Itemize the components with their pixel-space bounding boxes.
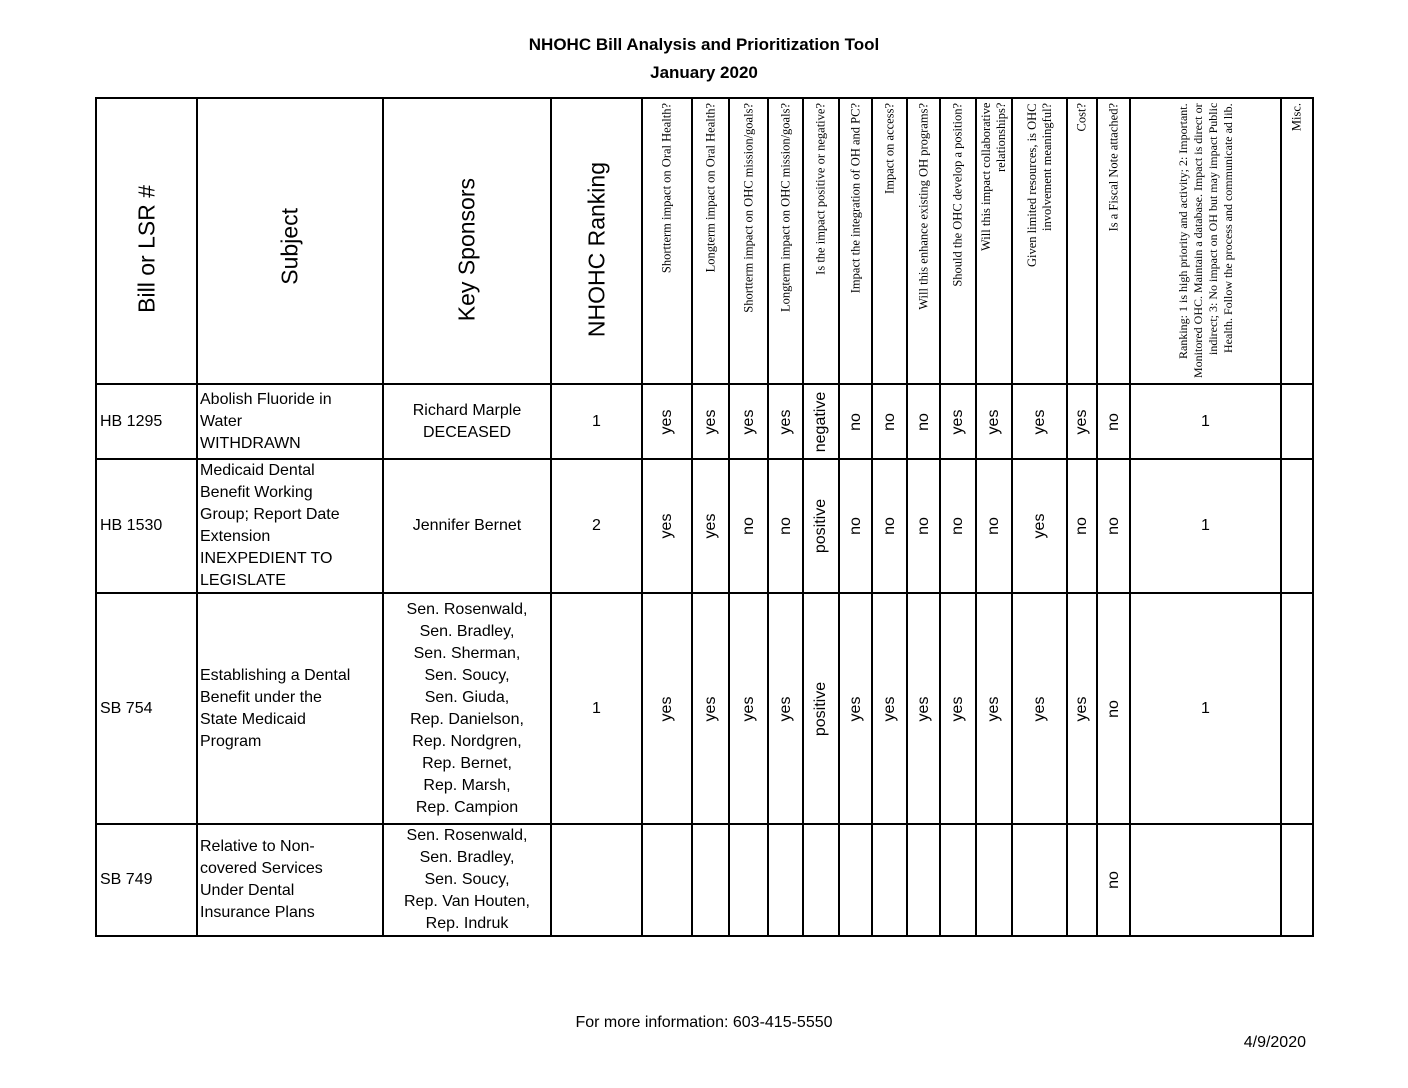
answer-value: yes: [846, 696, 864, 721]
answer-cell: [1012, 384, 1067, 459]
priority-cell: [1130, 384, 1281, 459]
cell-line: Sen. Rosenwald,: [406, 827, 528, 844]
column-header-q7: Impact on access?: [872, 98, 907, 384]
answer-cell: [642, 824, 692, 936]
answer-cell: [907, 824, 940, 936]
column-header-q4: Longterm impact on OHC mission/goals?: [768, 98, 803, 384]
contact-info: For more information: 603-415-5550: [575, 1014, 833, 1031]
answer-value: no: [1073, 517, 1090, 535]
bill-number-cell: [96, 459, 197, 593]
priority-cell: [1130, 593, 1281, 824]
answer-cell: [729, 824, 768, 936]
priority-value: 1: [1201, 517, 1210, 534]
cell-line: Benefit under the: [200, 688, 322, 706]
answer-cell: [940, 593, 976, 824]
answer-value: yes: [739, 409, 757, 434]
cell-line: Sen. Sherman,: [413, 644, 521, 662]
bill-number-cell: [96, 593, 197, 824]
answer-cell: [768, 824, 803, 936]
cell-line: Insurance Plans: [200, 904, 315, 921]
column-header-q12: Cost?: [1067, 98, 1097, 384]
cell-line: Jennifer Bernet: [412, 517, 522, 534]
misc-cell: [1281, 459, 1313, 593]
cell-line: Group; Report Date: [200, 506, 340, 523]
cell-line: Establishing a Dental: [200, 666, 351, 684]
cell-line: Rep. Nordgren,: [412, 732, 522, 750]
ranking-value: 2: [592, 517, 601, 534]
answer-cell: [692, 824, 729, 936]
answer-cell: [692, 459, 729, 593]
answer-cell: [872, 459, 907, 593]
answer-cell: [803, 824, 839, 936]
column-header-q10: Will this impact collaborative relationships?: [976, 98, 1012, 384]
ranking-value: 1: [592, 412, 601, 430]
answer-value: no: [880, 412, 898, 431]
cell-line: Sen. Soucy,: [424, 871, 510, 888]
answer-value: no: [914, 412, 932, 431]
answer-value: yes: [1073, 696, 1090, 721]
answer-value: no: [985, 517, 1002, 535]
cell-line: Water: [200, 412, 243, 430]
answer-cell: [940, 459, 976, 593]
cell-line: Extension: [200, 528, 271, 545]
answer-cell: [1097, 384, 1130, 459]
priority-value: 1: [1201, 412, 1210, 430]
answer-value: no: [776, 517, 794, 535]
column-header-q3: Shortterm impact on OHC mission/goals?: [729, 98, 768, 384]
answer-cell: [768, 593, 803, 824]
answer-value: yes: [985, 409, 1002, 434]
answer-cell: [729, 384, 768, 459]
table-body: [96, 384, 1313, 936]
column-header-q15: Misc.: [1281, 98, 1313, 384]
column-header-q8: Will this enhance existing OH programs?: [907, 98, 940, 384]
cell-line: Rep. Indruk: [425, 915, 509, 932]
cell-line: Rep. Bernet,: [422, 754, 512, 772]
cell-line: Rep. Van Houten,: [403, 893, 530, 910]
answer-cell: [642, 459, 692, 593]
subject-cell: [197, 384, 383, 459]
answer-cell: [907, 459, 940, 593]
sponsors-cell: [383, 384, 551, 459]
column-header-bill: Bill or LSR #: [96, 98, 197, 384]
answer-cell: [642, 593, 692, 824]
answer-value: yes: [658, 513, 675, 539]
answer-value: positive: [812, 498, 829, 554]
cell-line: Under Dental: [200, 882, 295, 899]
answer-cell: [940, 384, 976, 459]
column-header-q13: Is a Fiscal Note attached?: [1097, 98, 1130, 384]
sponsors-cell: [383, 459, 551, 593]
answer-cell: [803, 384, 839, 459]
answer-value: negative: [812, 391, 829, 452]
answer-cell: [872, 824, 907, 936]
answer-cell: [976, 459, 1012, 593]
answer-cell: [768, 384, 803, 459]
answer-cell: [976, 824, 1012, 936]
cell-line: Medicaid Dental: [200, 462, 315, 479]
bill-number: HB 1530: [100, 517, 163, 534]
answer-cell: [976, 384, 1012, 459]
ranking-cell: [551, 593, 642, 824]
column-header-ranking: NHOHC Ranking: [551, 98, 642, 384]
answer-cell: [976, 593, 1012, 824]
cell-line: Richard Marple: [412, 401, 522, 419]
table-row: [96, 593, 1313, 824]
ranking-cell: [551, 824, 642, 936]
answer-cell: [907, 384, 940, 459]
bill-number: SB 754: [100, 699, 153, 717]
answer-value: yes: [1073, 409, 1090, 434]
column-header-sponsors: Key Sponsors: [383, 98, 551, 384]
priority-cell: [1130, 459, 1281, 593]
cell-line: covered Services: [200, 860, 323, 877]
answer-cell: [1067, 384, 1097, 459]
answer-cell: [1097, 593, 1130, 824]
page-title: NHOHC Bill Analysis and Prioritization Tool: [528, 35, 880, 54]
cell-line: LEGISLATE: [200, 572, 286, 589]
answer-cell: [692, 384, 729, 459]
cell-line: Benefit Working: [200, 484, 313, 501]
misc-cell: [1281, 593, 1313, 824]
subject-cell: [197, 824, 383, 936]
answer-cell: [872, 593, 907, 824]
answer-cell: [839, 824, 872, 936]
answer-cell: [907, 593, 940, 824]
misc-cell: [1281, 824, 1313, 936]
answer-value: yes: [914, 696, 932, 721]
answer-value: positive: [812, 681, 829, 736]
cell-line: Program: [200, 732, 262, 750]
answer-cell: [642, 384, 692, 459]
answer-value: yes: [701, 513, 719, 539]
answer-cell: [1012, 593, 1067, 824]
page-subtitle: January 2020: [650, 63, 758, 82]
answer-cell: [839, 593, 872, 824]
answer-cell: [692, 593, 729, 824]
answer-cell: [839, 459, 872, 593]
cell-line: Abolish Fluoride in: [200, 390, 332, 408]
cell-line: Rep. Danielson,: [410, 710, 524, 728]
answer-value: yes: [985, 696, 1002, 721]
answer-value: no: [739, 517, 757, 535]
priority-cell: [1130, 824, 1281, 936]
answer-cell: [872, 384, 907, 459]
table-row: [96, 459, 1313, 593]
cell-line: State Medicaid: [200, 710, 306, 728]
answer-value: yes: [880, 696, 898, 721]
answer-value: yes: [701, 696, 719, 721]
sponsors-cell: [383, 593, 551, 824]
answer-cell: [1067, 459, 1097, 593]
header-row: [96, 98, 1313, 384]
answer-value: no: [914, 517, 932, 535]
cell-line: Rep. Campion: [415, 798, 519, 816]
answer-value: no: [1104, 517, 1122, 535]
answer-value: yes: [739, 696, 757, 721]
answer-value: yes: [658, 409, 675, 434]
table-row: [96, 384, 1313, 459]
subject-cell: [197, 459, 383, 593]
answer-cell: [940, 824, 976, 936]
answer-value: yes: [949, 409, 966, 434]
document-date: 4/9/2020: [1243, 1034, 1306, 1051]
ranking-cell: [551, 384, 642, 459]
cell-line: Sen. Giuda,: [424, 688, 510, 706]
priority-value: 1: [1201, 699, 1210, 717]
answer-value: yes: [949, 696, 966, 721]
bill-analysis-table: [95, 97, 1314, 937]
answer-cell: [729, 459, 768, 593]
cell-line: INEXPEDIENT TO: [200, 550, 333, 567]
answer-cell: [1012, 824, 1067, 936]
column-header-subject: Subject: [197, 98, 383, 384]
column-header-q2: Longterm impact on Oral Health?: [692, 98, 729, 384]
column-header-q5: Is the impact positive or negative?: [803, 98, 839, 384]
bill-number-cell: [96, 384, 197, 459]
column-header-q6: Impact the integration of OH and PC?: [839, 98, 872, 384]
cell-line: Sen. Soucy,: [424, 666, 510, 684]
answer-value: no: [846, 517, 864, 535]
bill-number: SB 749: [100, 871, 153, 888]
answer-value: no: [846, 412, 864, 431]
sponsors-cell: [383, 824, 551, 936]
answer-value: yes: [1030, 696, 1048, 721]
answer-value: yes: [1030, 513, 1048, 539]
column-header-q9: Should the OHC develop a position?: [940, 98, 976, 384]
answer-cell: [803, 593, 839, 824]
answer-cell: [803, 459, 839, 593]
answer-value: yes: [776, 409, 794, 434]
answer-value: yes: [658, 696, 675, 721]
answer-value: no: [880, 517, 898, 535]
answer-cell: [1067, 824, 1097, 936]
answer-cell: [1097, 459, 1130, 593]
answer-value: yes: [701, 409, 719, 434]
answer-cell: [1012, 459, 1067, 593]
ranking-value: 1: [592, 699, 601, 717]
cell-line: Sen. Bradley,: [419, 849, 515, 866]
cell-line: Sen. Bradley,: [419, 622, 515, 640]
bill-number-cell: [96, 824, 197, 936]
ranking-cell: [551, 459, 642, 593]
cell-line: DECEASED: [422, 423, 512, 441]
cell-line: Sen. Rosenwald,: [406, 600, 528, 618]
answer-value: no: [1104, 699, 1122, 718]
answer-value: no: [1104, 871, 1122, 889]
answer-cell: [1067, 593, 1097, 824]
subject-cell: [197, 593, 383, 824]
column-header-q11: Given limited resources, is OHC involvement meaningful?: [1012, 98, 1067, 384]
answer-value: yes: [1030, 409, 1048, 434]
column-header-q14: Ranking: 1 is high priority and activity; 2: Important. Monitored OHC. Maintain a database. Impact is direct or indirect; 3: No impact on OH but may impact Public Health. Follow the process and communicate ad lib.: [1130, 98, 1281, 384]
table-row: [96, 824, 1313, 936]
column-header-q1: Shortterm impact on Oral Health?: [642, 98, 692, 384]
answer-value: no: [1104, 412, 1122, 431]
answer-value: yes: [776, 696, 794, 721]
cell-line: WITHDRAWN: [200, 434, 301, 452]
answer-cell: [839, 384, 872, 459]
answer-cell: [1097, 824, 1130, 936]
cell-line: Relative to Non-: [200, 838, 315, 855]
answer-cell: [768, 459, 803, 593]
answer-cell: [729, 593, 768, 824]
bill-number: HB 1295: [100, 412, 163, 430]
cell-line: Rep. Marsh,: [423, 776, 511, 794]
misc-cell: [1281, 384, 1313, 459]
answer-value: no: [949, 517, 966, 535]
